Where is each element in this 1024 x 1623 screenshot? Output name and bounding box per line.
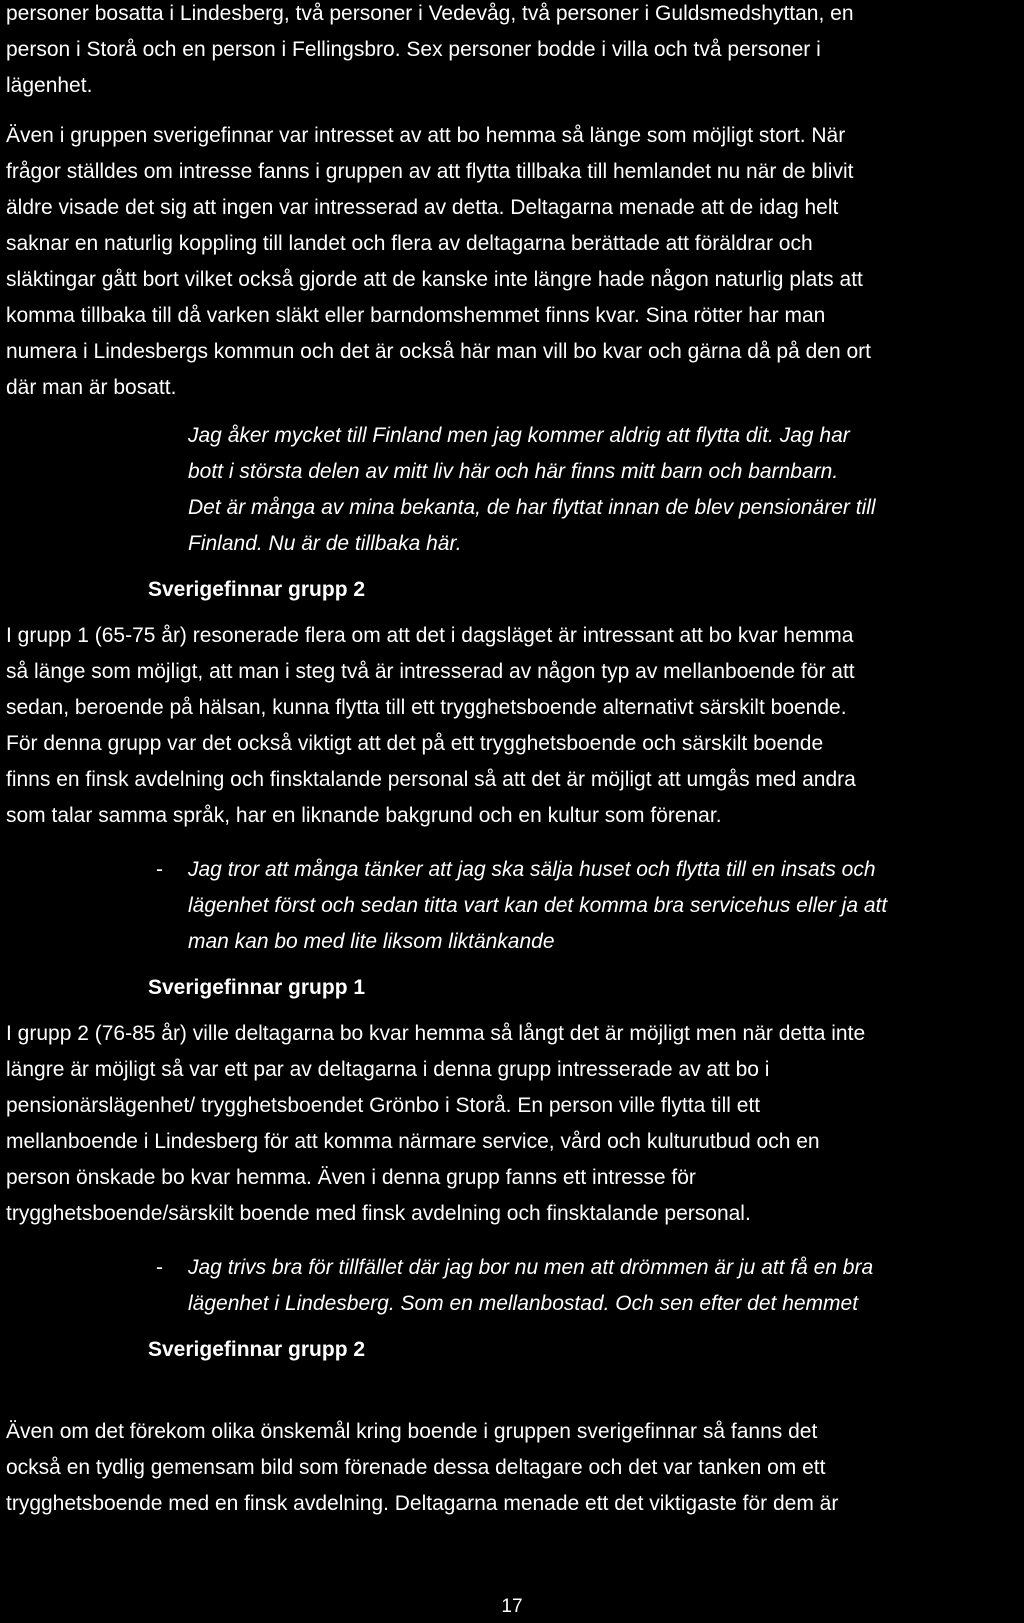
list-dash: - <box>156 1256 163 1279</box>
paragraph-group-2: I grupp 2 (76-85 år) ville deltagarna bo kvar hemma så långt det är möjligt men när detta inte längre är möjligt så var ett par av deltagarna i denna grupp intresserade av att bo i pensionärslägenhet/ trygghetsboendet Grönbo i Storå. En person ville flytta till ett mellanboende i Lindesberg för att komma närmare service, vård och kulturutbud och en person önskade bo kvar hemma. Även i denna grupp fanns ett intresse för trygghetsboende/särskilt boende med finsk avdelning och finsktalande personal. <box>6 1022 866 1225</box>
quote-dream-apartment-text: Jag trivs bra för tillfället där jag bor nu men att drömmen är ju att få en bra lägenhet i Lindesberg. Som en mellanbostad. Och sen efter det hemmet <box>188 1256 874 1315</box>
quote-attribution-3: Sverigefinnar grupp 2 <box>148 1338 366 1361</box>
list-dash: - <box>156 858 163 881</box>
page-number: 17 <box>501 1596 523 1617</box>
quote-sell-house <box>156 852 1022 960</box>
paragraph-sverigefinnar-interest: Även i gruppen sverigefinnar var intresset av att bo hemma så länge som möjligt stort. När frågor ställdes om intresse fanns i gruppen av att flytta tillbaka till hemlandet nu när de blivit äldre visade det sig att ingen var intresserad av detta. Deltagarna menade att de idag helt saknar en naturlig koppling till landet och flera av deltagarna berättade att föräldrar och släktingar gått bort vilket också gjorde att de kanske inte längre hade någon naturlig plats att komma tillbaka till då varken släkt eller barndomshemmet finns kvar. Sina rötter har man numera i Lindesbergs kommun och det är också här man vill bo kvar och gärna då på den ort där man är bosatt. <box>6 124 871 399</box>
quote-dream-apartment <box>156 1250 1022 1322</box>
quote-finland: Jag åker mycket till Finland men jag kommer aldrig att flytta dit. Jag har bott i största delen av mitt liv här och här finns mitt barn och barnbarn. Det är många av mina bekanta, de har flyttat innan de blev pensionärer till Finland. Nu är de tillbaka här. <box>188 424 876 555</box>
quote-attribution-1: Sverigefinnar grupp 2 <box>148 578 366 601</box>
document-page <box>6 0 1022 1522</box>
quote-attribution-2: Sverigefinnar grupp 1 <box>148 976 366 999</box>
paragraph-common-picture: Även om det förekom olika önskemål kring boende i gruppen sverigefinnar så fanns det också en tydlig gemensam bild som förenade dessa deltagare och det var tanken om ett trygghetsboende med en finsk avdelning. Deltagarna menade ett det viktigaste för dem är <box>6 1420 839 1515</box>
paragraph-residence-summary: personer bosatta i Lindesberg, två personer i Vedevåg, två personer i Guldsmedshyttan, en person i Storå och en person i Fellingsbro. Sex personer bodde i villa och två personer i lägenhet. <box>6 2 854 97</box>
paragraph-group-1: I grupp 1 (65-75 år) resonerade flera om att det i dagsläget är intressant att bo kvar hemma så länge som möjligt, att man i steg två är intresserad av någon typ av mellanboende för att sedan, beroende på hälsan, kunna flytta till ett trygghetsboende alternativt särskilt boende. För denna grupp var det också viktigt att det på ett trygghetsboende och särskilt boende finns en finsk avdelning och finsktalande personal så att det är möjligt att umgås med andra som talar samma språk, har en liknande bakgrund och en kultur som förenar. <box>6 624 856 827</box>
quote-sell-house-text: Jag tror att många tänker att jag ska sälja huset och flytta till en insats och lägenhet först och sedan titta vart kan det komma bra servicehus eller ja att man kan bo med lite liksom liktänkande <box>188 858 888 953</box>
